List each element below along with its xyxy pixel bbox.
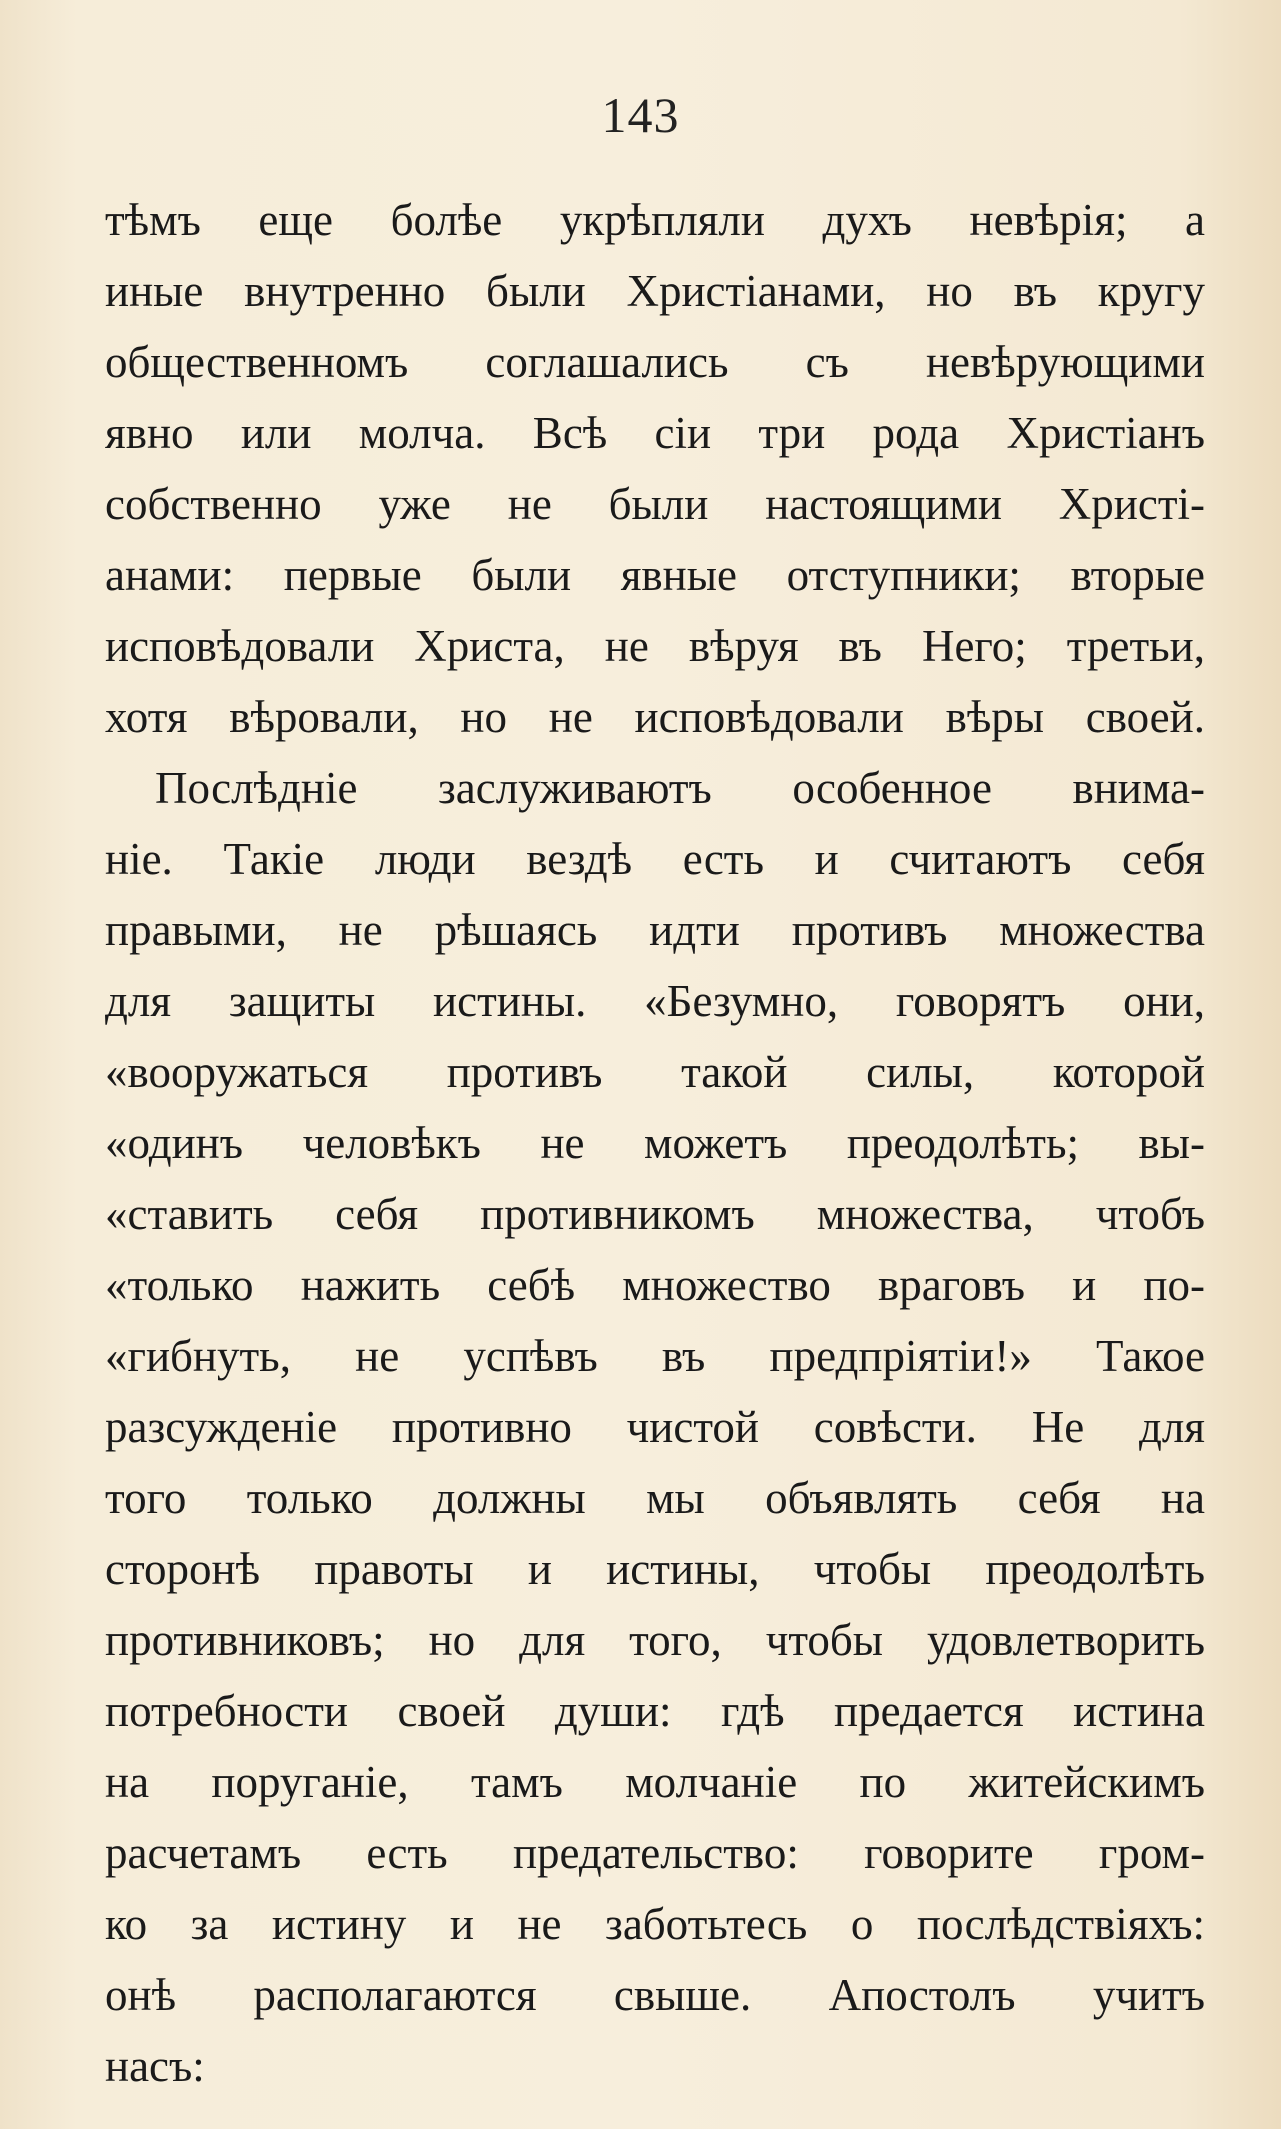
text-line: «вооружаться противъ такой силы, которой xyxy=(105,1047,1205,1097)
text-line: противниковъ; но для того, чтобы удовлетворить xyxy=(105,1615,1205,1665)
text-line: насъ: xyxy=(105,2041,205,2091)
body-text xyxy=(105,185,1205,2102)
page-number: 143 xyxy=(601,87,680,143)
text-line: того только должны мы объявлять себя на xyxy=(105,1473,1205,1523)
text-line: иные внутренно были Христіанами, но въ кругу xyxy=(105,266,1205,316)
text-line: Послѣдніе заслуживаютъ особенное внима- xyxy=(155,763,1205,813)
text-line: онѣ располагаются свыше. Апостолъ учитъ xyxy=(105,1970,1205,2020)
text-line: правыми, не рѣшаясь идти противъ множества xyxy=(105,905,1205,955)
text-line: хотя вѣровали, но не исповѣдовали вѣры своей. xyxy=(105,692,1205,742)
text-line: анами: первые были явные отступники; вторые xyxy=(105,550,1205,600)
text-line: ніе. Такіе люди вездѣ есть и считаютъ себя xyxy=(105,834,1205,884)
text-line: потребности своей души: гдѣ предается истина xyxy=(105,1686,1205,1736)
text-line: «только нажить себѣ множество враговъ и по- xyxy=(105,1260,1205,1310)
text-line: тѣмъ еще болѣе укрѣпляли духъ невѣрія; а xyxy=(105,195,1205,245)
text-line: для защиты истины. «Безумно, говорятъ они, xyxy=(105,976,1205,1026)
text-line: разсужденіе противно чистой совѣсти. Не для xyxy=(105,1402,1205,1452)
text-line: «гибнуть, не успѣвъ въ предпріятіи!» Такое xyxy=(105,1331,1205,1381)
text-line: исповѣдовали Христа, не вѣруя въ Него; третьи, xyxy=(105,621,1205,671)
text-line: общественномъ соглашались съ невѣрующими xyxy=(105,337,1205,387)
text-line: «одинъ человѣкъ не можетъ преодолѣть; вы- xyxy=(105,1118,1205,1168)
text-line: «ставить себя противникомъ множества, чтобъ xyxy=(105,1189,1205,1239)
text-line: на поруганіе, тамъ молчаніе по житейскимъ xyxy=(105,1757,1205,1807)
text-line: сторонѣ правоты и истины, чтобы преодолѣть xyxy=(105,1544,1205,1594)
text-line: собственно уже не были настоящими Христі- xyxy=(105,479,1205,529)
text-line: явно или молча. Всѣ сіи три рода Христіанъ xyxy=(105,408,1205,458)
text-line: расчетамъ есть предательство: говорите гром- xyxy=(105,1828,1205,1878)
text-line: ко за истину и не заботьтесь о послѣдствіяхъ: xyxy=(105,1899,1205,1949)
